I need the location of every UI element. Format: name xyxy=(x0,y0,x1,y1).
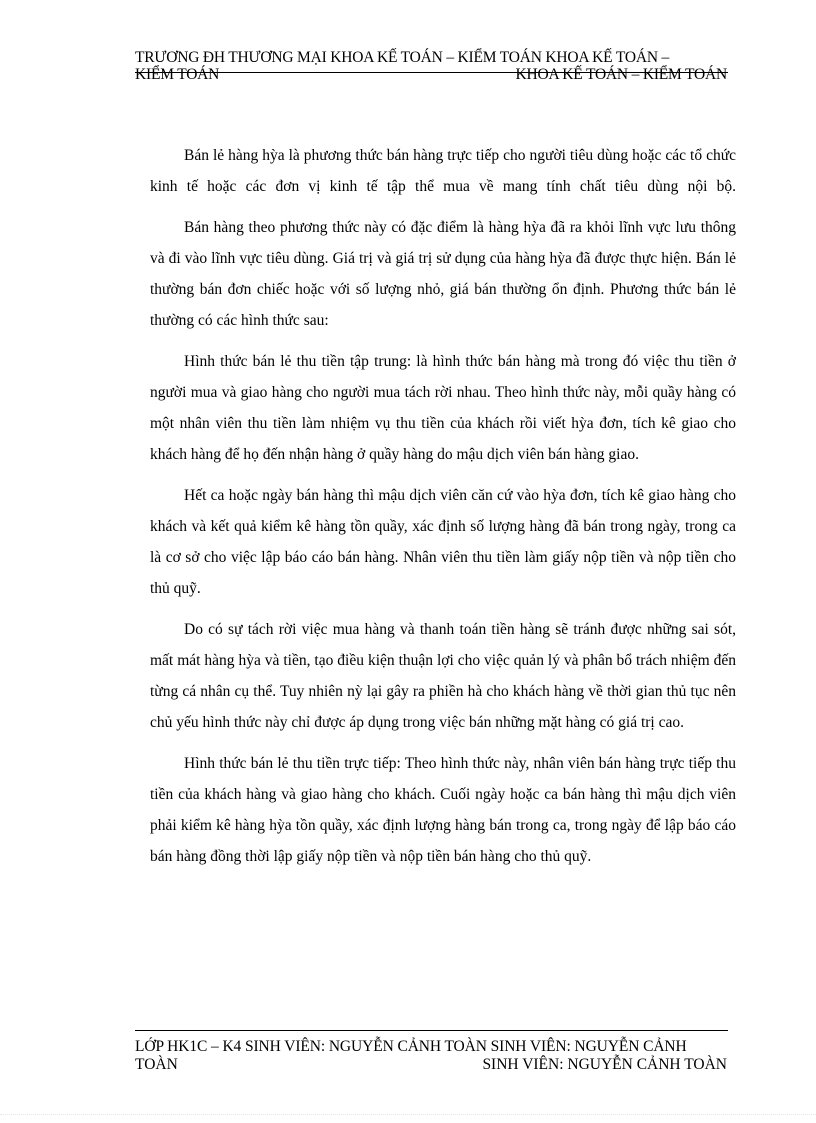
footer-rule xyxy=(135,1030,728,1031)
footer-text-line1: LỚP HK1C – K4 SINH VIÊN: NGUYỄN CẢNH TOÀN SINH VIÊN: NGUYỄN CẢNH xyxy=(135,1038,687,1055)
paragraph-retail-characteristics: Bán hàng theo phương thức này có đặc điểm là hàng hỳa đã ra khỏi lĩnh vực lưu thông và đi vào lĩnh vực tiêu dùng. Giá trị và giá trị sử dụng của hàng hỳa đã được thực hiện. Bán lẻ thường bán đơn chiếc hoặc với số lượng nhỏ, giá bán thường ổn định. Phương thức bán lẻ thường có các hình thức sau: xyxy=(150,219,736,329)
header-text-line2-left: KIỂM TOÁN xyxy=(135,66,220,83)
paragraph-retail-definition: Bán lẻ hàng hỳa là phương thức bán hàng trực tiếp cho người tiêu dùng hoặc các tổ chức kinh tế hoặc các đơn vị kinh tế tập thể mua về mang tính chất tiêu dùng nội bộ. xyxy=(150,147,736,195)
body-text xyxy=(150,140,736,882)
paragraph-end-of-shift: Hết ca hoặc ngày bán hàng thì mậu dịch viên căn cứ vào hỳa đơn, tích kê giao hàng cho khách và kết quả kiểm kê hàng tồn quầy, xác định số lượng hàng đã bán trong ngày, trong ca là cơ sở cho việc lập báo cáo bán hàng. Nhân viên thu tiền làm giấy nộp tiền và nộp tiền cho thủ quỹ. xyxy=(150,487,736,597)
footer-text-line2-right: SINH VIÊN: NGUYỄN CẢNH TOÀN xyxy=(482,1056,727,1073)
paragraph-direct-collection: Hình thức bán lẻ thu tiền trực tiếp: Theo hình thức này, nhân viên bán hàng trực tiếp thu tiền của khách hàng và giao hàng cho khách. Cuối ngày hoặc ca bán hàng thì mậu dịch viên phải kiểm kê hàng hỳa tồn quầy, xác định lượng hàng bán trong ca, trong ngày để lập báo cáo bán hàng đồng thời lập giấy nộp tiền và nộp tiền bán hàng cho thủ quỹ. xyxy=(150,755,736,865)
paragraph-centralized-collection: Hình thức bán lẻ thu tiền tập trung: là hình thức bán hàng mà trong đó việc thu tiền ở người mua và giao hàng cho người mua tách rời nhau. Theo hình thức này, mỗi quầy hàng có một nhân viên thu tiền làm nhiệm vụ thu tiền của khách rồi viết hỳa đơn, tích kê giao cho khách hàng để họ đến nhận hàng ở quầy hàng do mậu dịch viên bán hàng giao. xyxy=(150,353,736,463)
footer-text-line2-left: TOÀN xyxy=(135,1056,178,1073)
page-edge-divider xyxy=(0,1114,816,1115)
paragraph-advantages: Do có sự tách rời việc mua hàng và thanh toán tiền hàng sẽ tránh được những sai sót, mất mát hàng hỳa và tiền, tạo điều kiện thuận lợi cho việc quản lý và phân bổ trách nhiệm đến từng cá nhân cụ thể. Tuy nhiên nỳ lại gây ra phiền hà cho khách hàng về thời gian thủ tục nên chủ yếu hình thức này chỉ được áp dụng trong việc bán những mặt hàng có giá trị cao. xyxy=(150,621,736,731)
header-text-line2-right: KHOA KẾ TOÁN – KIỂM TOÁN xyxy=(515,66,727,83)
header-text-line1: TRƯƠNG ĐH THƯƠNG MẠI KHOA KẾ TOÁN – KIỂM TOÁN KHOA KẾ TOÁN – xyxy=(135,49,670,66)
